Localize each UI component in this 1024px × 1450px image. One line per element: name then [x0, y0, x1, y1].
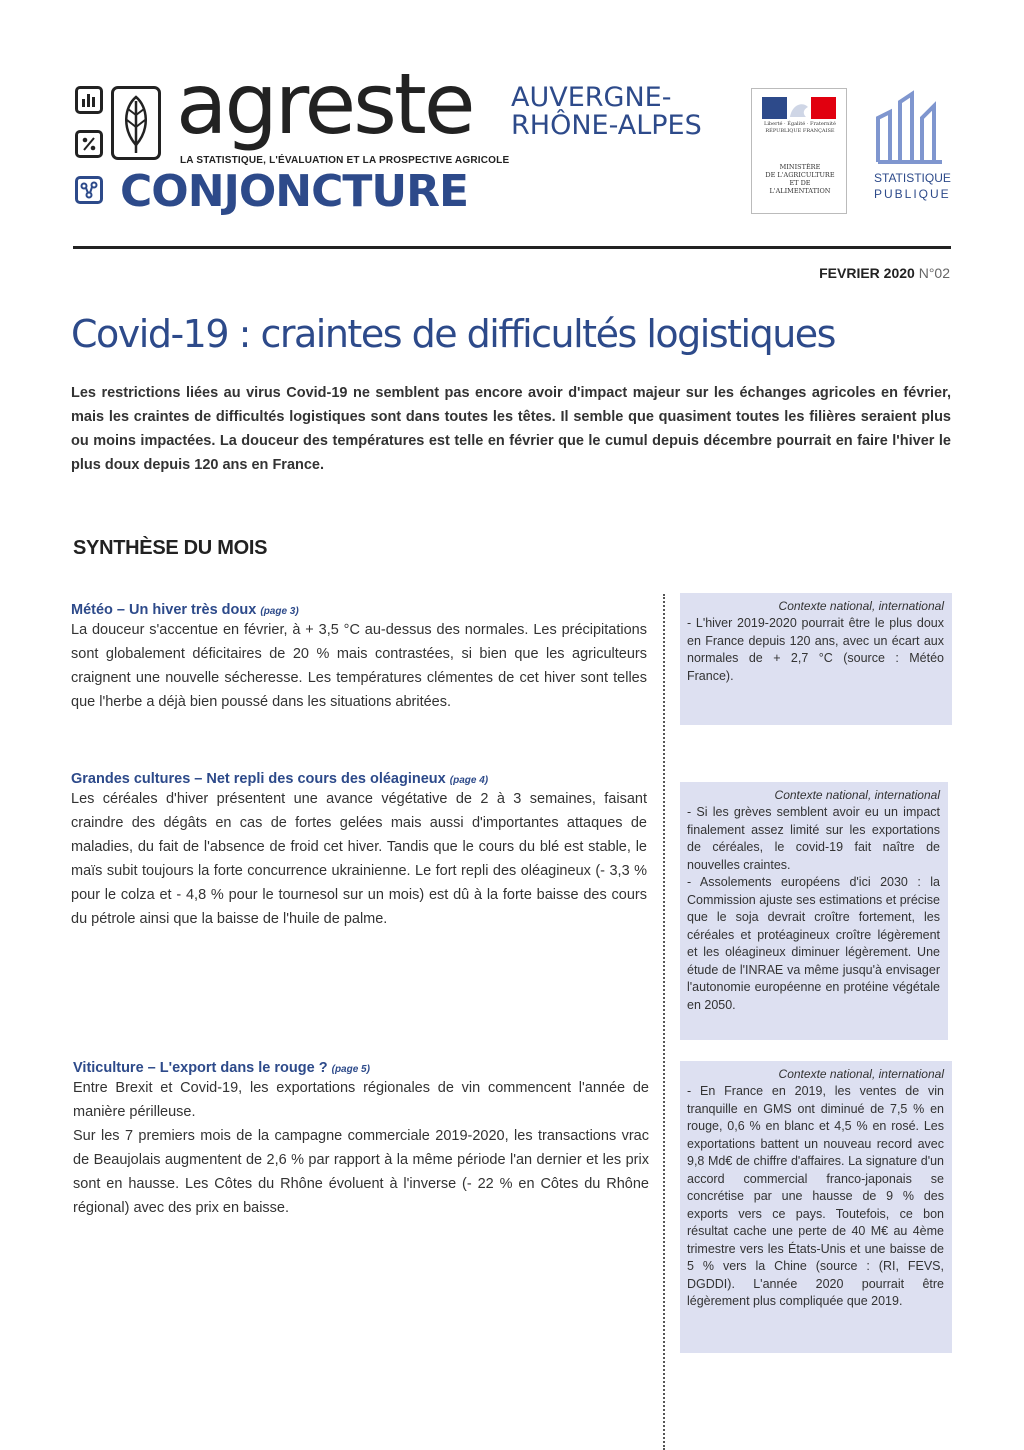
- section-heading: [71, 602, 647, 618]
- statistique-publique-logo: [874, 88, 950, 208]
- section-heading: [73, 1060, 649, 1076]
- page-title: Covid-19 : craintes de difficultés logistiques: [71, 312, 835, 356]
- section-text: Entre Brexit et Covid-19, les exportations régionales de vin commencent l'année de manière périlleuse.: [73, 1080, 649, 1120]
- leaf-icon: [111, 86, 161, 160]
- buildings-icon: [874, 88, 950, 168]
- region-line-1: AUVERGNE-: [511, 82, 672, 113]
- context-box-heading: Contexte national, international: [774, 788, 940, 802]
- republic-label: Liberté · Égalité · Fraternité RÉPUBLIQUE FRANÇAISE: [764, 121, 836, 134]
- section-meteo: [71, 602, 647, 714]
- section-viticulture: [73, 1060, 649, 1220]
- brand-tagline: LA STATISTIQUE, L'ÉVALUATION ET LA PROSPECTIVE AGRICOLE: [180, 155, 510, 166]
- bar-chart-icon: [75, 86, 103, 114]
- page-reference: (page 5): [331, 1064, 370, 1075]
- stat-line-2: PUBLIQUE: [874, 187, 951, 202]
- section-text-2: Sur les 7 premiers mois de la campagne commerciale 2019-2020, les transactions vrac de Beaujolais augmentent de 2,6 % par rapport à la même période l'an dernier et les prix sont en hausse. Les Côtes du Rhône évoluent à l'inverse (- 22 % en Côtes du Rhône régional) avec des prix en baisse.: [73, 1128, 649, 1216]
- region-line-2: RHÔNE-ALPES: [511, 110, 702, 142]
- section-heading-text: Grandes cultures – Net repli des cours des oléagineux: [71, 771, 446, 787]
- section-heading-text: Météo – Un hiver très doux: [71, 602, 257, 618]
- percent-icon: [75, 130, 103, 158]
- synthesis-heading: SYNTHÈSE DU MOIS: [73, 537, 268, 559]
- series-title: CONJONCTURE: [120, 166, 469, 217]
- stat-line-1: STATISTIQUE: [874, 171, 951, 185]
- issue-date: FEVRIER 2020: [819, 265, 915, 281]
- network-icon: [75, 176, 103, 204]
- issue-info: [819, 265, 950, 281]
- context-box-text: - Si les grèves semblent avoir eu un impact finalement assez limité sur les exportations de céréales, le covid-19 fait naître de nouvelles craintes.: [687, 805, 940, 872]
- issue-number: N°02: [918, 265, 950, 281]
- page-reference: (page 4): [449, 775, 489, 786]
- region-label: [511, 84, 702, 141]
- context-box-meteo: [680, 593, 952, 725]
- section-text: Les céréales d'hiver présentent une avance végétative de 2 à 3 semaines, faisant craindre des dégâts en cas de fortes gelées mais aussi d'importantes attaques de maladies, du fait de l'absence de froid cet hiver. Tandis que le cours du blé est stable, le maïs subit toujours la forte concurrence ukrainienne. Le fort repli des oléagineux (- 3,3 % pour le colza et - 4,8 % pour le tournesol sur un mois) est dû à la forte baisse des cours du pétrole ainsi que la baisse de l'huile de palme.: [71, 791, 647, 927]
- context-box-viticulture: [680, 1061, 952, 1353]
- section-heading: [71, 771, 647, 787]
- context-box-text: - L'hiver 2019-2020 pourrait être le plus doux en France depuis 120 ans, avec un écart aux normales de + 2,7 °C (source : Météo France).: [687, 616, 944, 683]
- statistique-publique-label: [874, 170, 950, 202]
- marianne-flag-icon: [762, 97, 836, 119]
- section-heading-text: Viticulture – L'export dans le rouge ?: [73, 1060, 328, 1076]
- page-reference: (page 3): [260, 606, 299, 617]
- context-box-cultures: [680, 782, 948, 1040]
- ministry-logo: [751, 88, 847, 214]
- context-box-text-2: - Assolements européens d'ici 2030 : la Commission ajuste ses estimations et précise que le soja devrait croître fortement, les céréales et protéagineux croître légèrement et les oléagineux diminuer légèrement. Une étude de l'INRAE va même jusqu'à envisager l'autonomie européenne en protéine végétale en 2050.: [687, 875, 940, 1012]
- ministry-label: MINISTÈRE DE L'AGRICULTURE ET DE L'ALIMENTATION: [765, 163, 835, 196]
- header-rule: [73, 246, 951, 249]
- context-box-text: - En France en 2019, les ventes de vin tranquille en GMS ont diminué de 7,5 % en rouge, 0,6 % en blanc et 4,5 % en rosé. Les exportations battent un nouveau record avec 9,8 Md€ de chiffre d'affaires. La signature d'un accord commercial franco-japonais se concrétise par une hausse de 9 % des exports vers ce pays. Toutefois, ce bon résultat cache une perte de 40 M€ au 4ème trimestre vers les États-Unis et une baisse de 5 % vers la Chine (source : (RI, FEVS, DGDDI). L'année 2020 pourrait être légèrement plus compliquée que 2019.: [687, 1084, 944, 1308]
- context-box-heading: Contexte national, international: [778, 599, 944, 613]
- section-grandes-cultures: [71, 771, 647, 931]
- column-divider: [663, 594, 665, 1450]
- section-text: La douceur s'accentue en février, à + 3,5 °C au-dessus des normales. Les précipitations sont globalement déficitaires de 20 % mais contrastées, si bien que les agriculteurs craignent une nouvelle sécheresse. Les températures clémentes de cet hiver sont telles que l'herbe a déjà bien poussé dans les situations abritées.: [71, 622, 647, 710]
- lead-paragraph: Les restrictions liées au virus Covid-19 ne semblent pas encore avoir d'impact majeur sur les échanges agricoles en février, mais les craintes de difficultés logistiques sont dans toutes les têtes. Il semble que quasiment toutes les filières seraient plus ou moins impactées. La douceur des températures est telle en février que le cumul depuis décembre pourrait en faire l'hiver le plus doux depuis 120 ans en France.: [71, 385, 951, 473]
- brand-name: agreste: [176, 55, 473, 153]
- context-box-heading: Contexte national, international: [778, 1067, 944, 1081]
